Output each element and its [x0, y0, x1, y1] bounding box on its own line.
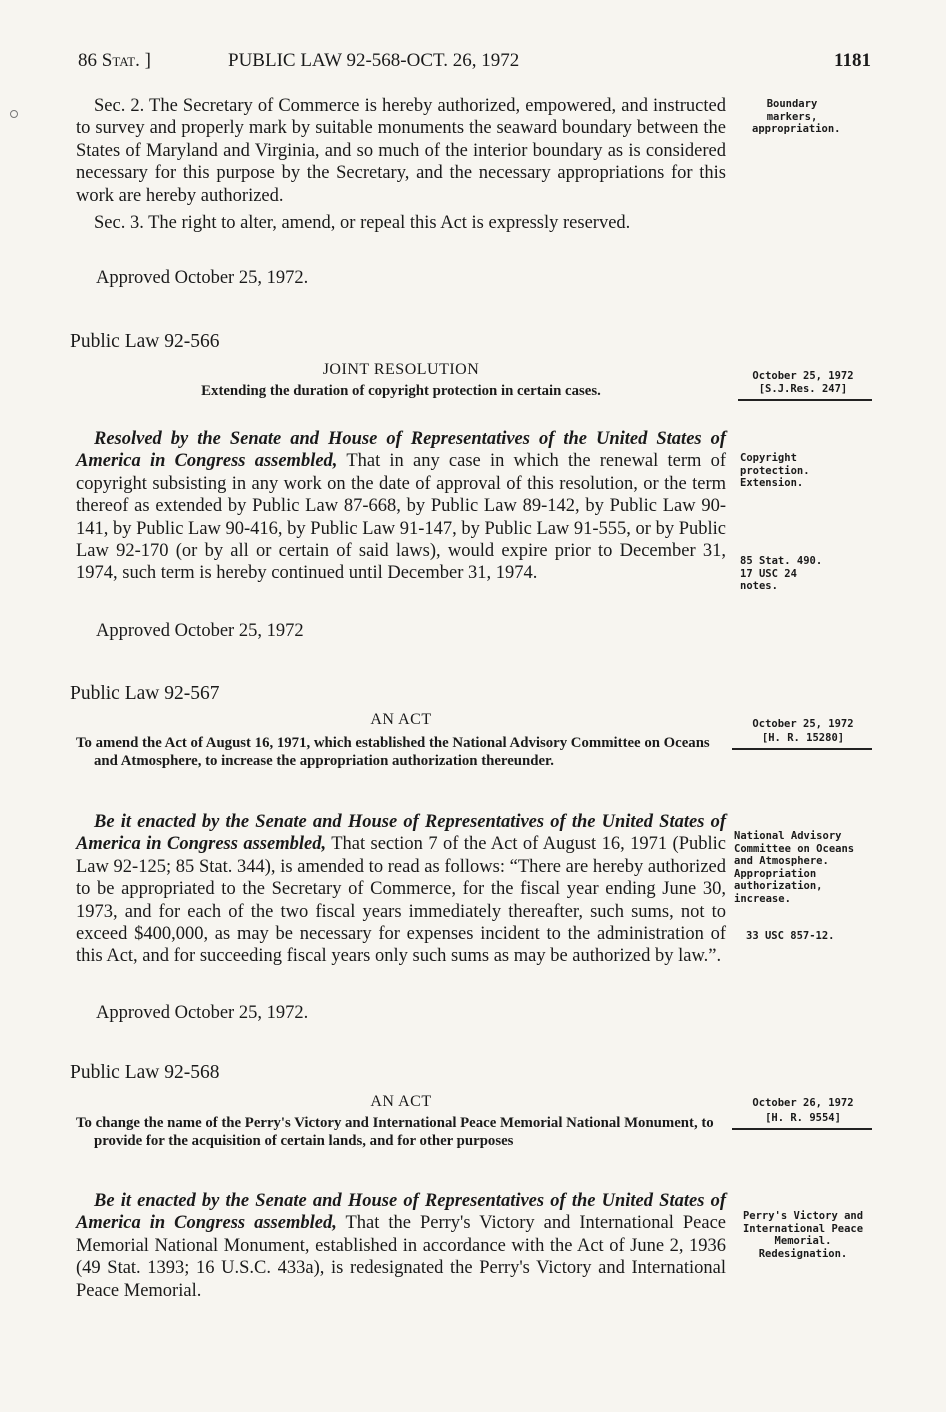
- law-body: That section 7 of the Act of August 16, 1971 (Public Law 92-125; 85 Stat. 344), is amended to read as follows: “There are hereby authorized to be appropriated to the Secretary of Commerce, for the fiscal year ending June 30, 1973, and for each of the two fiscal years immediately thereafter, such sums, not to exceed $400,000, as may be necessary for expenses incident to the administration of this Act, and for succeeding fiscal years only such sums as may be authorized by law.”.: [76, 834, 726, 967]
- law-date: October 25, 1972: [752, 370, 854, 382]
- margin-dot: [10, 110, 18, 118]
- section-2: Sec. 2. The Secretary of Commerce is hereby authorized, empowered, and instructed to survey and properly mark by suitable monuments the seaward boundary between the States of Maryland and Virginia, and so much of the interior boundary as is considered necessary for this purpose by the Secretary, and the necessary appropriations for this work are hereby authorized.: [76, 96, 726, 206]
- law-kind: JOINT RESOLUTION: [322, 361, 480, 378]
- margin-note-copyright: Copyright protection. Extension.: [740, 452, 810, 489]
- law-kind: AN ACT: [370, 711, 432, 728]
- enacting-clause: Resolved by the Senate and House of Representatives of the United States of America in Congress assembled,: [76, 429, 726, 472]
- enacting-clause: Be it enacted by the Senate and House of Representatives of the United States of America in Congress assembled,: [76, 1191, 726, 1234]
- law-title: Public Law 92-568: [70, 1062, 220, 1083]
- law-text: [76, 1190, 726, 1302]
- bill-rule: [732, 1128, 872, 1130]
- section-3: Sec. 3. The right to alter, amend, or repeal this Act is expressly reserved.: [94, 213, 631, 234]
- approved-line: Approved October 25, 1972.: [96, 268, 309, 288]
- law-text: [76, 428, 726, 585]
- header-title: PUBLIC LAW 92-568-OCT. 26, 1972: [228, 50, 520, 71]
- law-title: Public Law 92-566: [70, 331, 220, 352]
- law-purpose: Extending the duration of copyright protection in certain cases.: [201, 383, 601, 399]
- law-date: October 26, 1972: [752, 1097, 854, 1109]
- law-date: October 25, 1972: [752, 718, 854, 730]
- bill-rule: [738, 399, 872, 401]
- approved-line: Approved October 25, 1972: [96, 621, 304, 641]
- approved-line: Approved October 25, 1972.: [96, 1003, 309, 1023]
- margin-note-usc: 33 USC 857-12.: [746, 930, 835, 942]
- law-body: That the Perry's Victory and International Peace Memorial National Monument, established in accordance with the Act of June 2, 1936 (49 Stat. 1393; 16 U.S.C. 433a), is redesignated the Perry's Victory and International Peace Memorial.: [76, 1213, 726, 1301]
- margin-note-boundary: Boundary markers, appropriation.: [752, 98, 841, 135]
- margin-note-advisory: National Advisory Committee on Oceans and Atmosphere. Appropriation authorization, increase.: [734, 830, 855, 905]
- margin-note-perry: Perry's Victory and International Peace Memorial. Redesignation.: [742, 1210, 864, 1260]
- law-bill: [H. R. 15280]: [761, 732, 845, 744]
- law-body: That in any case in which the renewal term of copyright subsisting in any work on the date of approval of this resolution, or the term thereof as extended by Public Law 87-668, by Public Law 89-142, by Public Law 90-141, by Public Law 90-416, by Public Law 91-147, by Public Law 91-555, or by Public Law 92-170 (or by all or certain of said laws), would expire prior to December 31, 1974, such term is hereby continued until December 31, 1974.: [76, 451, 727, 584]
- law-title: Public Law 92-567: [70, 683, 220, 704]
- law-bill: [S.J.Res. 247]: [758, 383, 848, 395]
- bill-rule: [732, 748, 872, 750]
- enacting-clause: Be it enacted by the Senate and House of Representatives of the United States of America in Congress assembled,: [76, 812, 726, 855]
- law-purpose: To amend the Act of August 16, 1971, which established the National Advisory Committee on Oceans and Atmosphere, to increase the appropriation authorization thereunder.: [76, 735, 710, 769]
- law-purpose: To change the name of the Perry's Victory and International Peace Memorial National Monument, to provide for the acquisition of certain lands, and for other purposes: [76, 1115, 714, 1149]
- page-number: 1181: [834, 50, 871, 71]
- law-text: [76, 811, 726, 968]
- law-kind: AN ACT: [370, 1093, 432, 1110]
- top-section: [76, 95, 726, 234]
- law-bill: [H. R. 9554]: [765, 1112, 841, 1124]
- margin-note-citation: 85 Stat. 490. 17 USC 24 notes.: [740, 555, 823, 592]
- header-stat: 86 Stat. ]: [78, 50, 151, 71]
